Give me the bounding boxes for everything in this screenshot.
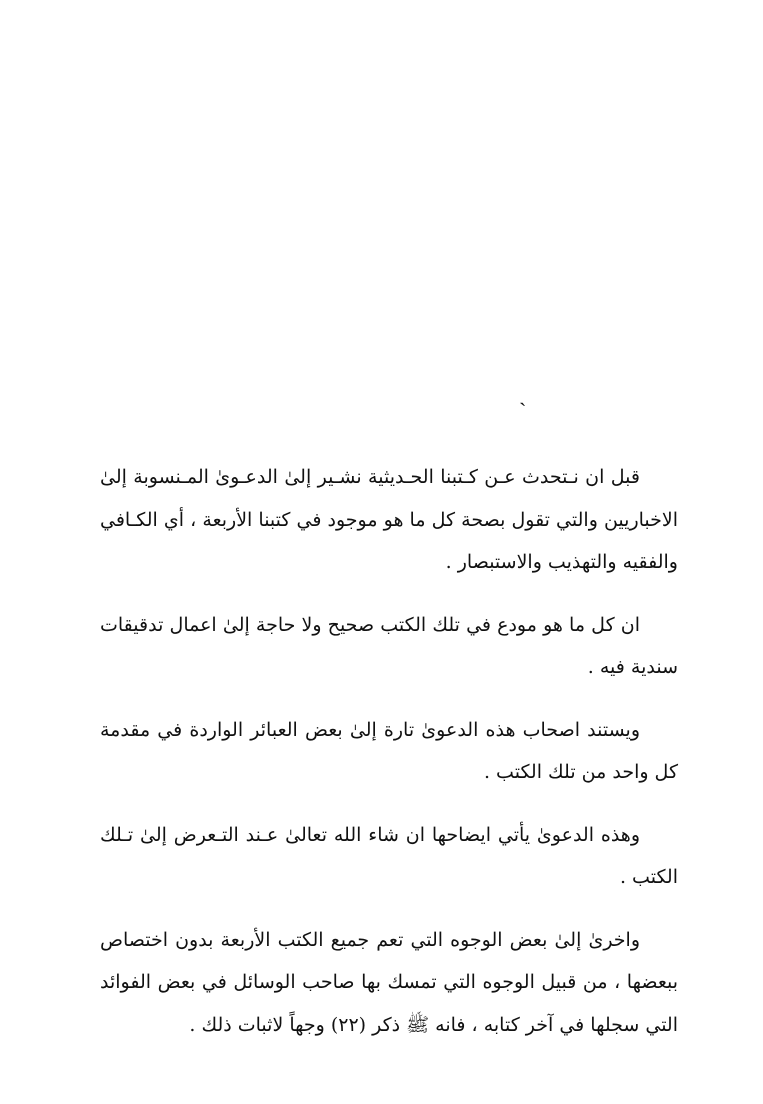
paragraph-5: واخرىٰ إلىٰ بعض الوجوه التي تعم جميع الكتب الأربعة بدون اختصاص ببعضها ، من قبيل الوجوه التي تمسك بها صاحب الوسائل في بعض الفوائد التي سجلها في آخر كتابه ، فانه ﷺ ذكر (٢٢) وجهاً لاثبات ذلك . (100, 928, 678, 1036)
paragraph-1: قبل ان نـتحدث عـن كـتبنا الحـديثية نشـير إلىٰ الدعـوىٰ المـنسوبة إلىٰ الاخباريين والتي تقول بصحة كل ما هو موجود في كتبنا الأربعة ، أي الكـافي والفقيه والتهذيب والاستبصار . (100, 466, 678, 573)
stray-mark: ˎ (519, 382, 527, 407)
paragraph-2: ان كل ما هو مودع في تلك الكتب صحيح ولا حاجة إلىٰ اعمال تدقيقات سندية فيه . (100, 613, 678, 678)
paragraph-4: وهذه الدعوىٰ يأتي ايضاحها ان شاء الله تعالىٰ عـند التـعرض إلىٰ تـلك الكتب . (100, 823, 678, 888)
body-text (100, 456, 678, 1066)
paragraph-3: ويستند اصحاب هذه الدعوىٰ تارة إلىٰ بعض العبائر الواردة في مقدمة كل واحد من تلك الكتب . (100, 718, 678, 783)
